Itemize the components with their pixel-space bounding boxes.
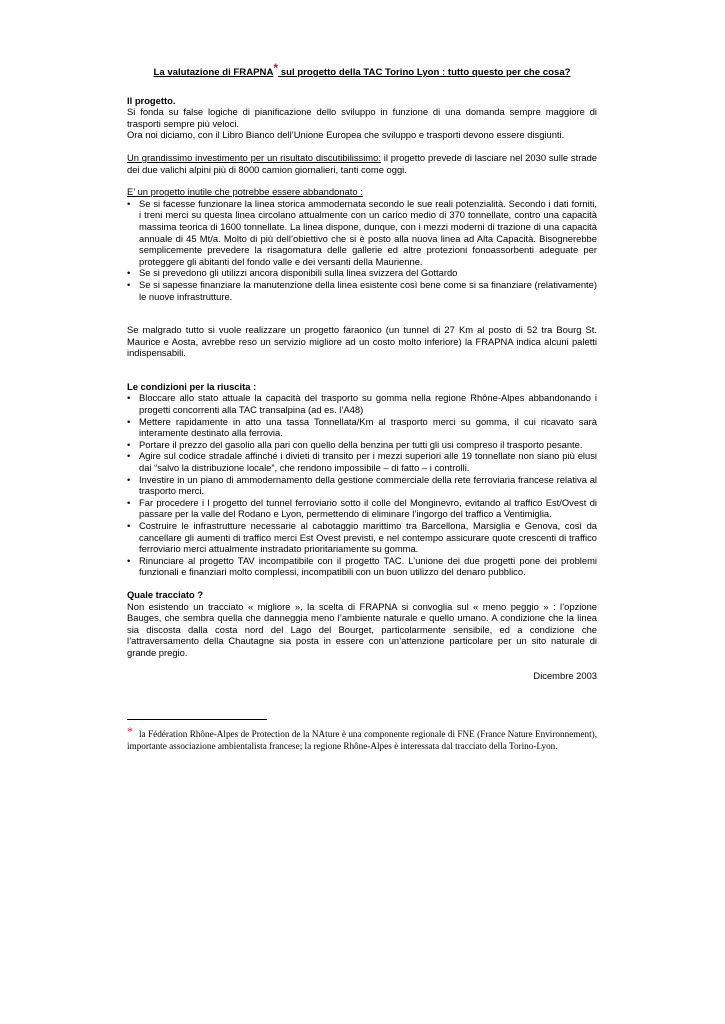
list-item [127,474,597,497]
title-text-rest: sul progetto della TAC Torino Lyon : tutto questo per che cosa? [278,67,571,78]
list-item [127,520,597,555]
list-item-text: Se si sapesse finanziare la manutenzione della linea esistente così bene come si sa finanziare (relativamente) le nuove infrastrutture. [139,278,597,302]
list-item [127,279,597,302]
bullet-icon: • [127,438,131,450]
paragraph-text: il progetto prevede di lasciare nel 2030 sulle strade dei due valichi alpini più di 8000 camion giornalieri, tanti come oggi. [127,151,597,175]
list-item-text: Far procedere i l progetto del tunnel ferroviario sotto il colle del Monginevro, evitando al traffico Est/Ovest di passare per la valle del Rodano e Lyon, permettendo di eliminare l’ingorgo del traffico a Ventimiglia. [139,496,597,520]
bullet-icon: • [127,450,131,462]
bullet-icon: • [127,267,131,279]
title-text: La valutazione di FRAPNA [153,67,274,78]
list-item [127,450,597,473]
bullet-icon: • [127,415,131,427]
section-heading-condizioni: Le condizioni per la riuscita : [127,380,257,392]
list-item [127,497,597,520]
list-item [127,416,597,439]
list-item-text: Mettere rapidamente in atto una tassa Tonnellata/Km al trasporto merci su gomma, il cui ricavato sarà interamente destinato alla ferrovia. [139,415,597,439]
paragraph: Si fonda su false logiche di pianificazione dello sviluppo in funzione di una domanda sempre maggiore di trasporti sempre più veloci. [127,106,597,129]
paragraph: Se malgrado tutto si vuole realizzare un progetto faraonico (un tunnel di 27 Km al posto di 52 tra Bourg St. Maurice e Aosta, avrebbe reso un servizio migliore ad un costo molto inferiore) la FRAPNA indica alcuni paletti indispensabili. [127,324,597,359]
footnote-marker[interactable]: * [273,61,279,75]
footnote-star: * [127,724,133,738]
bullet-list [127,392,597,578]
list-item [127,392,597,415]
list-item [127,267,597,279]
section-heading-tracciato: Quale tracciato ? [127,588,204,600]
paragraph: Non esistendo un tracciato « migliore », la scelta di FRAPNA si convoglia sul « meno peggio » : l’opzione Bauges, che sembra quella che danneggia meno l’ambiente naturale e quello umano. A condizione che la linea sia discosta dalla costa nord del Lago del Bourget, particolarmente sensibile, ed a condizione che l’attraversamento della Chautagne sia posta in essere con un’attenzione particolare per un sito naturale di grande pregio. [127,600,597,658]
list-item-text: Agire sul codice stradale affinché i divieti di transito per i mezzi superiori alle 19 tonnellate non siano più elusi dai “salvo la distribuzione locale”, che rendono impossibile – di fatto – i controlli. [139,450,597,474]
list-item-text: Rinunciare al progetto TAV incompatibile con il progetto TAC. L’unione dei due progetti pone dei problemi funzionali e finanziari molto complessi, incompatibili con un buon utilizzo del denaro pubblico. [139,554,597,578]
list-item-text: Se si prevedono gli utilizzi ancora disponibili sulla linea svizzera del Gottardo [139,267,458,279]
list-item [127,555,597,578]
document-title [127,61,597,79]
footnote-divider [127,719,267,720]
list-item-text: Costruire le infrastrutture necessarie al cabotaggio marittimo tra Barcellona, Marsiglia e Genova, così da cancellare gli aumenti di traffico merci Est Ovest previsti, e nel contempo assicurare quote crescenti di traffico ferroviario merci attualmente instradato prioritariamente su gomma. [139,520,597,555]
list-item-text: Investire in un piano di ammodernamento della gestione commerciale della rete ferroviaria francese relativa al trasporto merci. [139,473,597,497]
list-item [127,439,597,451]
section-heading-inutile: E’ un progetto inutile che potrebbe essere abbandonato : [127,186,363,198]
bullet-icon: • [127,278,131,290]
paragraph: Ora noi diciamo, con il Libro Bianco dell’Unione Europea che sviluppo e trasporti devono essere disgiunti. [127,129,565,141]
footnote [127,724,597,753]
underlined-phrase: Un grandissimo investimento per un risultato discutibilissimo: [127,151,381,163]
bullet-icon: • [127,473,131,485]
document-body [127,61,597,681]
section-heading-progetto: Il progetto. [127,94,176,106]
bullet-icon: • [127,520,131,531]
list-item [127,198,597,268]
document-date: Dicembre 2003 [533,669,597,681]
bullet-icon: • [127,392,131,404]
bullet-icon: • [127,197,131,209]
list-item-text: Se si facesse funzionare la linea storica ammodernata secondo le sue reali potenzialità. Secondo i dati forniti, i treni merci su questa linea circolano attualmente con un carico medio di 370 tonnellate, contro una capacità massima teorica di 1600 tonnellate. La linea dispone, dunque, con i mezzi moderni di trazione di una capacità annuale di 45 Mt/a. Molto di più dell’obiettivo che si è posto alla nuova linea ad Alta Capacità. Bisognerebbe semplicemente prevedere la risagomatura delle gallerie ed altre protezioni fonoassorbenti adeguate per proteggere gli abitanti del fondo valle e dei versanti della Maurienne. [139,197,597,267]
list-item-text: Bloccare allo stato attuale la capacità del trasporto su gomma nella regione Rhône-Alpes abbandonando i progetti concorrenti alla TAC transalpina (ad es. l’A48) [139,392,597,416]
bullet-list [127,198,597,302]
footnote-text: la Fédération Rhône-Alpes de Protection de la NAture è una componente regionale di FNE (France Nature Environnement), importante associazione ambientalista francese; la regione Rhône-Alpes è interessata dal tracciato della Torino-Lyon. [127,729,597,752]
list-item-text: Portare il prezzo del gasolio alla pari con quello della benzina per tutti gli usi compreso il trasporto pesante. [139,438,583,450]
paragraph [127,152,597,175]
bullet-icon: • [127,496,131,508]
bullet-icon: • [127,554,131,566]
